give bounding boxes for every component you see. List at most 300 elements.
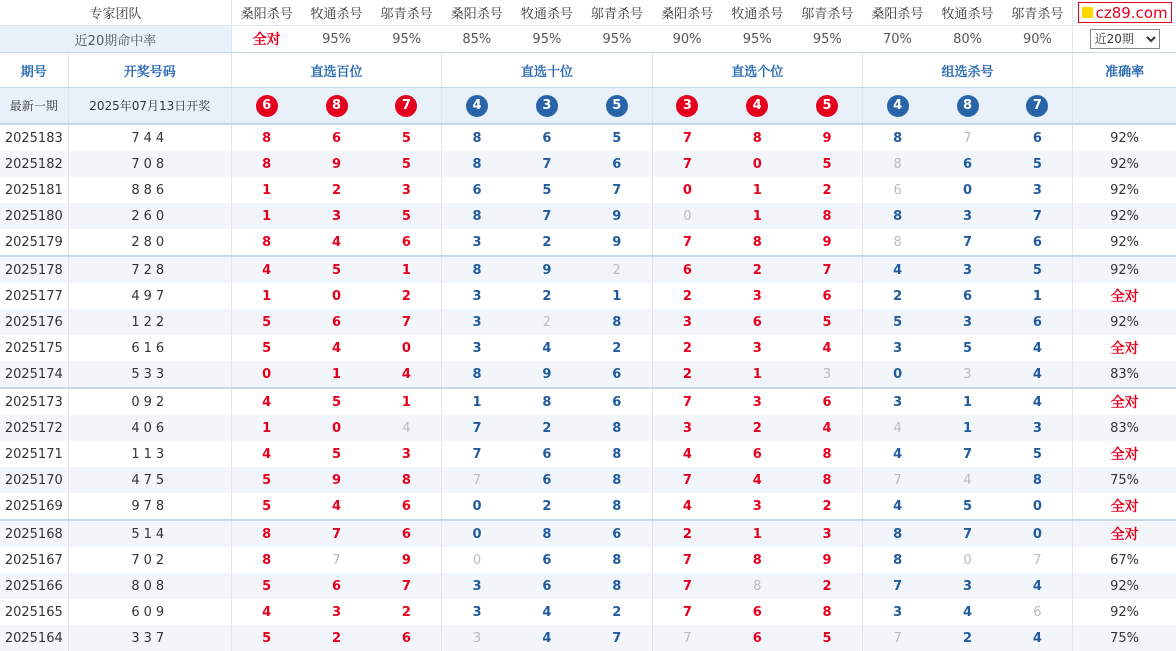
kill-number: 3 — [893, 340, 903, 356]
kill-cell — [932, 599, 1002, 625]
kill-number: 1 — [262, 208, 272, 224]
kill-cell — [442, 520, 512, 547]
kill-number: 4 — [262, 262, 272, 278]
kill-cell — [932, 283, 1002, 309]
issue-number: 2025166 — [0, 573, 68, 599]
kill-number: 3 — [472, 234, 482, 250]
kill-number: 3 — [472, 314, 482, 330]
kill-cell — [582, 335, 652, 361]
issue-number: 2025183 — [0, 124, 68, 151]
kill-cell — [1003, 203, 1073, 229]
accuracy-value: 92% — [1073, 256, 1176, 283]
kill-number: 6 — [1032, 130, 1042, 146]
kill-cell — [442, 361, 512, 388]
kill-cell — [652, 547, 722, 573]
kill-cell — [582, 573, 652, 599]
hit-rate-value — [231, 26, 301, 53]
draw-number: 886 — [68, 177, 231, 203]
kill-number: 4 — [542, 604, 552, 620]
draw-number: 728 — [68, 256, 231, 283]
hit-rate-value: 95% — [372, 26, 442, 53]
kill-cell — [442, 625, 512, 651]
kill-number: 1 — [262, 182, 272, 198]
kill-number: 8 — [612, 578, 622, 594]
kill-number: 4 — [893, 498, 903, 514]
kill-cell — [722, 388, 792, 415]
kill-number: 7 — [963, 526, 973, 542]
kill-number: 4 — [822, 340, 832, 356]
kill-number: 8 — [472, 366, 482, 382]
kill-cell — [231, 493, 301, 520]
kill-cell — [1003, 124, 1073, 151]
kill-cell — [582, 283, 652, 309]
kill-cell — [442, 151, 512, 177]
kill-cell — [722, 547, 792, 573]
issue-number: 2025164 — [0, 625, 68, 651]
kill-number: 6 — [963, 156, 973, 172]
hit-rate-full: 全对 — [252, 32, 281, 48]
kill-cell — [231, 256, 301, 283]
kill-cell — [932, 625, 1002, 651]
kill-cell — [302, 415, 372, 441]
kill-number: 2 — [893, 288, 903, 304]
kill-cell — [652, 625, 722, 651]
expert-name: 邬青杀号 — [1003, 0, 1073, 26]
issue-number: 2025170 — [0, 467, 68, 493]
kill-number: 0 — [963, 182, 973, 198]
kill-number: 5 — [262, 340, 272, 356]
kill-number: 5 — [1032, 262, 1042, 278]
kill-cell — [862, 309, 932, 335]
kill-number: 9 — [542, 366, 552, 382]
kill-number: 4 — [542, 630, 552, 646]
kill-cell — [652, 599, 722, 625]
latest-cell — [1003, 88, 1073, 125]
accuracy-value: 75% — [1073, 467, 1176, 493]
table-row — [0, 309, 1176, 335]
latest-cell — [582, 88, 652, 125]
kill-number: 2 — [682, 340, 692, 356]
accuracy-value: 全对 — [1073, 335, 1176, 361]
kill-number: 8 — [612, 472, 622, 488]
kill-number: 6 — [822, 394, 832, 410]
kill-number: 9 — [822, 552, 832, 568]
kill-cell — [792, 309, 862, 335]
table-row — [0, 256, 1176, 283]
kill-number: 5 — [332, 394, 342, 410]
kill-cell — [722, 283, 792, 309]
kill-cell — [792, 335, 862, 361]
kill-number: 3 — [963, 578, 973, 594]
kill-number: 7 — [332, 526, 342, 542]
kill-cell — [1003, 151, 1073, 177]
kill-cell — [1003, 388, 1073, 415]
kill-cell — [932, 573, 1002, 599]
kill-cell — [722, 309, 792, 335]
kill-cell — [792, 547, 862, 573]
kill-number: 1 — [262, 288, 272, 304]
kill-number: 0 — [1032, 498, 1042, 514]
kill-number-miss: 8 — [893, 156, 902, 172]
kill-number: 5 — [401, 156, 411, 172]
issue-number: 2025181 — [0, 177, 68, 203]
kill-number: 3 — [332, 604, 342, 620]
kill-number: 0 — [472, 498, 482, 514]
group-kill-header: 组选杀号 — [862, 53, 1072, 88]
draw-number: 260 — [68, 203, 231, 229]
kill-cell — [792, 493, 862, 520]
kill-cell — [302, 335, 372, 361]
hit-rate-value: 80% — [932, 26, 1002, 53]
kill-number: 5 — [262, 578, 272, 594]
issue-number: 2025179 — [0, 229, 68, 256]
expert-name: 桑阳杀号 — [652, 0, 722, 26]
kill-number: 5 — [401, 130, 411, 146]
accuracy-value: 83% — [1073, 415, 1176, 441]
kill-number: 3 — [963, 262, 973, 278]
kill-number: 5 — [822, 314, 832, 330]
table-row — [0, 335, 1176, 361]
kill-number: 9 — [612, 234, 622, 250]
kill-cell — [582, 599, 652, 625]
kill-cell — [582, 151, 652, 177]
kill-cell — [792, 388, 862, 415]
kill-cell — [372, 283, 442, 309]
kill-number-miss: 3 — [822, 366, 832, 382]
kill-number: 9 — [822, 234, 832, 250]
kill-number: 5 — [332, 446, 342, 462]
kill-cell — [652, 467, 722, 493]
kill-cell — [231, 361, 301, 388]
kill-number: 4 — [401, 366, 411, 382]
kill-cell — [582, 203, 652, 229]
table-row — [0, 493, 1176, 520]
kill-cell — [582, 309, 652, 335]
kill-number: 6 — [542, 130, 552, 146]
kill-number: 2 — [332, 182, 342, 198]
kill-number: 0 — [332, 420, 342, 436]
draw-number: 609 — [68, 599, 231, 625]
table-row — [0, 203, 1176, 229]
kill-cell — [932, 124, 1002, 151]
kill-ball: 4 — [887, 95, 909, 117]
kill-cell — [231, 203, 301, 229]
kill-cell — [1003, 625, 1073, 651]
kill-ball: 8 — [957, 95, 979, 117]
kill-cell — [722, 415, 792, 441]
kill-number: 3 — [472, 578, 482, 594]
kill-cell — [862, 229, 932, 256]
kill-cell — [372, 520, 442, 547]
kill-number: 8 — [612, 498, 622, 514]
kill-cell — [302, 388, 372, 415]
kill-cell — [862, 415, 932, 441]
kill-number-miss: 8 — [893, 234, 902, 250]
kill-number: 5 — [822, 156, 832, 172]
kill-cell — [792, 573, 862, 599]
kill-number: 8 — [822, 604, 832, 620]
kill-cell — [231, 520, 301, 547]
logo-square-icon — [1082, 7, 1093, 18]
kill-cell — [1003, 441, 1073, 467]
kill-cell — [582, 625, 652, 651]
kill-number: 8 — [262, 234, 272, 250]
kill-cell — [512, 124, 582, 151]
kill-cell — [932, 388, 1002, 415]
draw-number: 280 — [68, 229, 231, 256]
kill-cell — [302, 309, 372, 335]
kill-cell — [231, 151, 301, 177]
kill-cell — [372, 493, 442, 520]
kill-cell — [442, 177, 512, 203]
kill-number: 6 — [612, 526, 622, 542]
accuracy-value: 92% — [1073, 124, 1176, 151]
kill-number-miss: 0 — [963, 552, 972, 568]
kill-number: 3 — [963, 208, 973, 224]
kill-number: 8 — [822, 446, 832, 462]
kill-number: 8 — [822, 208, 832, 224]
latest-cell — [442, 88, 512, 125]
kill-number: 5 — [542, 182, 552, 198]
draw-number: 122 — [68, 309, 231, 335]
kill-cell — [1003, 177, 1073, 203]
site-logo[interactable] — [1078, 2, 1172, 23]
kill-number-miss: 7 — [472, 472, 482, 488]
kill-cell — [792, 361, 862, 388]
kill-number: 1 — [752, 208, 762, 224]
kill-number: 0 — [893, 366, 903, 382]
kill-cell — [652, 493, 722, 520]
kill-cell — [302, 151, 372, 177]
kill-number: 6 — [752, 314, 762, 330]
kill-cell — [302, 124, 372, 151]
kill-number: 8 — [612, 446, 622, 462]
issue-number: 2025177 — [0, 283, 68, 309]
kill-cell — [792, 441, 862, 467]
kill-cell — [652, 441, 722, 467]
kill-number: 7 — [612, 182, 622, 198]
kill-number: 8 — [542, 394, 552, 410]
kill-cell — [862, 547, 932, 573]
kill-cell — [1003, 309, 1073, 335]
issue-number: 2025168 — [0, 520, 68, 547]
kill-number: 8 — [893, 552, 903, 568]
period-select-cell — [1073, 26, 1176, 53]
accuracy-value: 92% — [1073, 599, 1176, 625]
kill-number: 3 — [472, 604, 482, 620]
table-row — [0, 520, 1176, 547]
kill-number: 3 — [472, 288, 482, 304]
kill-cell — [372, 124, 442, 151]
kill-number: 6 — [401, 630, 411, 646]
kill-cell — [652, 388, 722, 415]
kill-cell — [862, 599, 932, 625]
kill-cell — [652, 361, 722, 388]
draw-number: 744 — [68, 124, 231, 151]
kill-cell — [512, 388, 582, 415]
kill-cell — [231, 625, 301, 651]
expert-name: 牧通杀号 — [302, 0, 372, 26]
table-row — [0, 124, 1176, 151]
kill-number: 4 — [682, 498, 692, 514]
table-row — [0, 415, 1176, 441]
kill-cell — [302, 547, 372, 573]
kill-number: 2 — [963, 630, 973, 646]
kill-cell — [302, 229, 372, 256]
kill-number-miss: 7 — [683, 630, 692, 646]
issue-number: 2025172 — [0, 415, 68, 441]
kill-cell — [862, 625, 932, 651]
kill-number: 3 — [752, 340, 762, 356]
latest-cell — [512, 88, 582, 125]
kill-cell — [932, 547, 1002, 573]
expert-name: 邬青杀号 — [792, 0, 862, 26]
kill-number: 1 — [612, 288, 622, 304]
table-row — [0, 573, 1176, 599]
kill-cell — [302, 467, 372, 493]
kill-cell — [442, 124, 512, 151]
issue-number: 2025176 — [0, 309, 68, 335]
kill-cell — [582, 415, 652, 441]
kill-number: 0 — [752, 156, 762, 172]
kill-number: 6 — [542, 446, 552, 462]
kill-cell — [722, 256, 792, 283]
kill-ball: 3 — [676, 95, 698, 117]
latest-cell — [372, 88, 442, 125]
kill-cell — [582, 467, 652, 493]
kill-cell — [1003, 493, 1073, 520]
kill-number: 7 — [682, 604, 692, 620]
kill-number: 1 — [401, 394, 411, 410]
kill-cell — [862, 124, 932, 151]
kill-number: 1 — [752, 366, 762, 382]
accuracy-value: 全对 — [1073, 493, 1176, 520]
expert-name: 牧通杀号 — [722, 0, 792, 26]
kill-cell — [442, 335, 512, 361]
kill-number: 2 — [612, 340, 622, 356]
kill-cell — [512, 256, 582, 283]
accuracy-value: 92% — [1073, 203, 1176, 229]
kill-cell — [652, 520, 722, 547]
issue-number: 2025180 — [0, 203, 68, 229]
kill-number: 8 — [401, 472, 411, 488]
kill-number: 3 — [752, 288, 762, 304]
kill-cell — [372, 547, 442, 573]
table-row — [0, 547, 1176, 573]
kill-ball: 8 — [326, 95, 348, 117]
kill-number: 7 — [682, 552, 692, 568]
kill-cell — [302, 599, 372, 625]
period-select[interactable] — [1090, 29, 1160, 49]
kill-number: 2 — [401, 288, 411, 304]
kill-number: 7 — [612, 630, 622, 646]
kill-number: 6 — [752, 604, 762, 620]
kill-cell — [372, 335, 442, 361]
hit-rate-value: 95% — [792, 26, 862, 53]
kill-cell — [1003, 256, 1073, 283]
kill-number: 2 — [682, 526, 692, 542]
accuracy-value: 92% — [1073, 573, 1176, 599]
accuracy-value: 全对 — [1073, 520, 1176, 547]
kill-cell — [932, 203, 1002, 229]
kill-number: 2 — [752, 262, 762, 278]
kill-number: 0 — [1032, 526, 1042, 542]
kill-number: 6 — [682, 262, 692, 278]
kill-number: 5 — [963, 498, 973, 514]
draw-number: 514 — [68, 520, 231, 547]
units-header: 直选个位 — [652, 53, 862, 88]
kill-cell — [442, 441, 512, 467]
kill-cell — [722, 573, 792, 599]
kill-number: 4 — [963, 604, 973, 620]
issue-number: 2025171 — [0, 441, 68, 467]
issue-header: 期号 — [0, 53, 68, 88]
kill-cell — [722, 625, 792, 651]
kill-number: 9 — [542, 262, 552, 278]
kill-cell — [722, 493, 792, 520]
kill-number: 7 — [1032, 208, 1042, 224]
site-logo-cell[interactable] — [1073, 0, 1176, 26]
kill-number: 5 — [1032, 446, 1042, 462]
kill-number: 1 — [752, 526, 762, 542]
kill-cell — [512, 493, 582, 520]
draw-number: 708 — [68, 151, 231, 177]
latest-accuracy — [1073, 88, 1176, 125]
kill-number: 7 — [893, 578, 903, 594]
kill-cell — [372, 151, 442, 177]
kill-cell — [512, 441, 582, 467]
kill-cell — [652, 335, 722, 361]
latest-date: 2025年07月13日开奖 — [68, 88, 231, 125]
kill-cell — [722, 599, 792, 625]
latest-label: 最新一期 — [0, 88, 68, 125]
latest-cell — [652, 88, 722, 125]
kill-cell — [302, 493, 372, 520]
kill-number: 4 — [262, 604, 272, 620]
kill-number-miss: 8 — [753, 578, 762, 594]
kill-cell — [231, 283, 301, 309]
kill-cell — [372, 625, 442, 651]
kill-number: 9 — [822, 130, 832, 146]
kill-cell — [1003, 573, 1073, 599]
kill-number: 9 — [612, 208, 622, 224]
kill-cell — [372, 599, 442, 625]
hit-rate-value: 95% — [582, 26, 652, 53]
kill-number: 3 — [401, 446, 411, 462]
kill-cell — [302, 441, 372, 467]
kill-cell — [722, 151, 792, 177]
kill-cell — [372, 203, 442, 229]
kill-number: 7 — [472, 446, 482, 462]
accuracy-value: 全对 — [1073, 283, 1176, 309]
kill-cell — [442, 547, 512, 573]
hit-rate-value: 95% — [722, 26, 792, 53]
table-row — [0, 361, 1176, 388]
kill-cell — [582, 124, 652, 151]
kill-cell — [792, 124, 862, 151]
hit-rate-value: 90% — [1003, 26, 1073, 53]
hit-rate-value: 95% — [302, 26, 372, 53]
kill-number: 6 — [542, 472, 552, 488]
kill-number: 2 — [542, 420, 552, 436]
kill-number: 0 — [472, 526, 482, 542]
kill-number: 7 — [822, 262, 832, 278]
hit-rate-value: 85% — [442, 26, 512, 53]
kill-cell — [1003, 229, 1073, 256]
kill-number: 1 — [262, 420, 272, 436]
kill-cell — [302, 520, 372, 547]
kill-number-miss: 6 — [893, 182, 902, 198]
